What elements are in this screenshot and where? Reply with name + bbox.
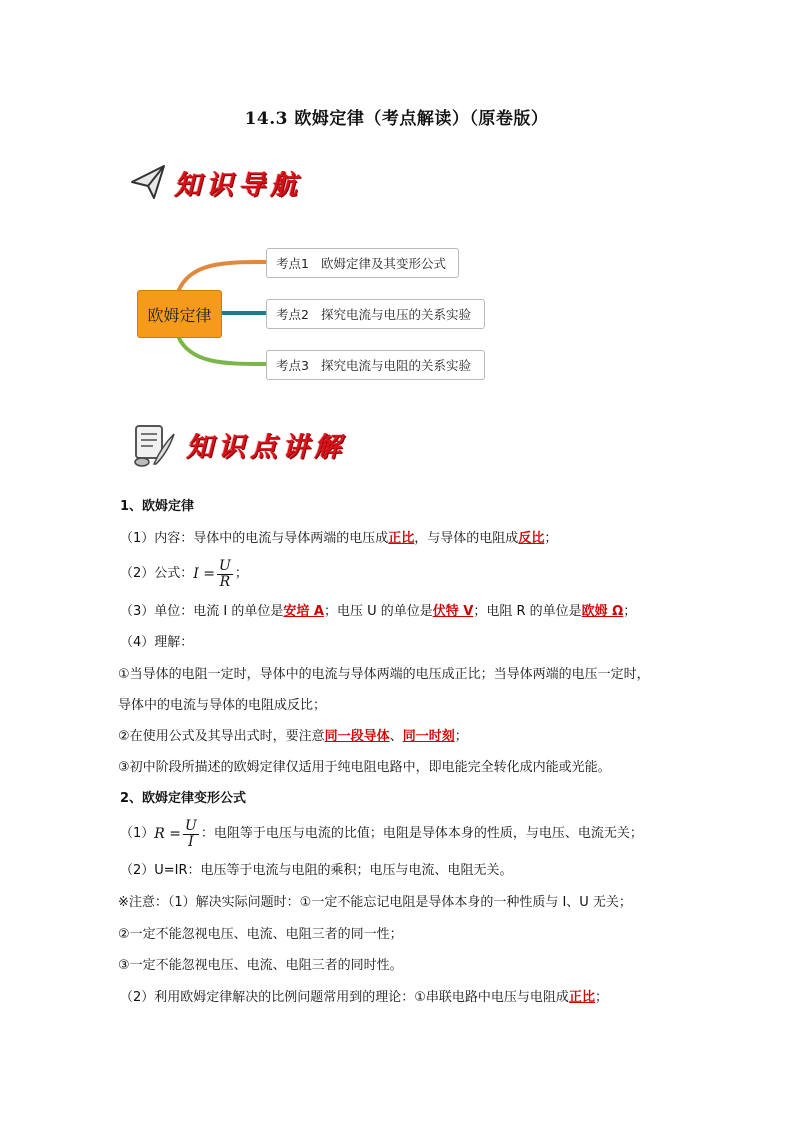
- s1-line-point-1a: ①当导体的电阻一定时，导体中的电流与导体两端的电压成正比；当导体两端的电压一定时，: [118, 667, 650, 682]
- banner-knowledge-points: [128, 422, 346, 466]
- formula-lhs: I =: [193, 566, 215, 582]
- mindmap-root: 欧姆定律: [137, 290, 222, 338]
- highlight-term: 同一时刻: [402, 729, 455, 744]
- highlight-term: 正比: [388, 531, 415, 546]
- highlight-term: 欧姆 Ω: [581, 604, 624, 619]
- node-number: 考点3: [276, 358, 309, 373]
- s1-line-understanding: （4）理解：: [120, 635, 194, 650]
- s2-line-2: （2）U=IR：电压等于电流与电阻的乘积；电压与电流、电阻无关。: [120, 863, 513, 878]
- mindmap-node-3: [266, 350, 485, 380]
- highlight-term: 同一段导体: [324, 729, 390, 744]
- s2-line-note-3: ③一定不能忽视电压、电流、电阻三者的同时性。: [118, 958, 403, 973]
- section-2-heading: 2、欧姆定律变形公式: [120, 791, 247, 806]
- node-text: 探究电流与电压的关系实验: [320, 307, 471, 322]
- mindmap-connectors: [0, 0, 793, 400]
- scroll-quill-icon: [128, 420, 176, 468]
- branch-line-1: [178, 262, 266, 292]
- mindmap-node-1: [266, 248, 459, 278]
- highlight-term: 反比: [518, 531, 545, 546]
- s1-line-units: （3）单位：电流 I 的单位是安培 A；电压 U 的单位是伏特 V；电阻 R 的单位是欧姆 Ω；: [120, 604, 637, 619]
- formula-fraction: $\frac{U}{I}$: [185, 817, 197, 850]
- highlight-term: 伏特 V: [432, 604, 474, 619]
- formula-fraction: $\frac{U}{R}$: [219, 557, 231, 590]
- formula-lhs: R =: [154, 826, 182, 842]
- s1-line-point-3: ③初中阶段所描述的欧姆定律仅适用于纯电阻电路中，即电能完全转化成内能或光能。: [118, 760, 611, 775]
- banner-nav-text: 知识导航: [174, 169, 302, 201]
- branch-line-3: [178, 336, 266, 364]
- mindmap-node-2: [266, 299, 485, 329]
- node-number: 考点1: [276, 256, 309, 271]
- page-title: 14.3 欧姆定律（考点解读）（原卷版）: [244, 109, 549, 129]
- s1-line-point-2: ②在使用公式及其导出式时，要注意同一段导体、同一时刻；: [118, 729, 468, 744]
- s1-line-formula: （2）公式： I = $\frac{U}{R}$ ；: [120, 557, 248, 590]
- s2-line-formula: （1） R = $\frac{U}{I}$ ：电阻等于电压与电流的比值；电阻是导体本身的性质，与电压、电流无关；: [120, 817, 643, 850]
- banner-points-text: 知识点讲解: [186, 431, 346, 463]
- highlight-term: 安培 A: [283, 604, 324, 619]
- s1-line-point-1b: 导体中的电流与导体的电阻成反比；: [118, 698, 327, 713]
- s2-line-ratio: （2）利用欧姆定律解决的比例问题常用到的理论：①串联电路中电压与电阻成正比；: [120, 990, 608, 1005]
- s1-line-content: （1）内容：导体中的电流与导体两端的电压成正比，与导体的电阻成反比；: [120, 531, 558, 546]
- s2-line-note: ※注意：（1）解决实际问题时：①一定不能忘记电阻是导体本身的一种性质与 I、U 无关；: [118, 895, 632, 910]
- node-number: 考点2: [276, 307, 309, 322]
- highlight-term: 正比: [568, 990, 595, 1005]
- section-1-heading: 1、欧姆定律: [120, 499, 195, 514]
- node-text: 欧姆定律及其变形公式: [320, 256, 446, 271]
- node-text: 探究电流与电阻的关系实验: [320, 358, 471, 373]
- s2-line-note-2: ②一定不能忽视电压、电流、电阻三者的同一性；: [118, 927, 403, 942]
